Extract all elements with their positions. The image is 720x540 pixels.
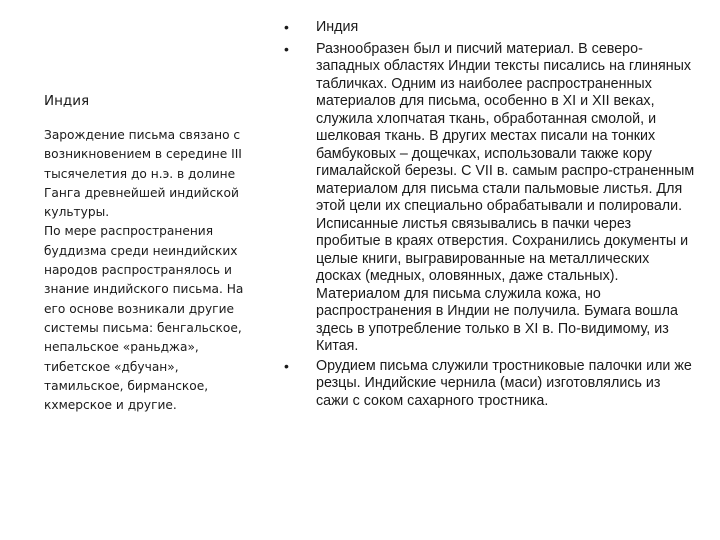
bullet-icon: • — [284, 19, 289, 35]
left-paragraph-1: Зарождение письма связано с возникновением в середине III тысячелетия до н.э. в долине Ганга древнейшей индийской культуры. — [44, 128, 242, 220]
right-column — [276, 19, 696, 410]
left-column — [44, 92, 259, 415]
left-title: Индия — [44, 93, 90, 109]
bullet-item-2 — [276, 41, 696, 356]
bullet-text-3: Орудием письма служили тростниковые палочки или же резцы. Индийские чернила (маси) изготовлялись из сажи с соком сахарного тростника. — [316, 357, 692, 409]
bullet-icon: • — [284, 40, 289, 57]
left-paragraph-2: По мере распространения буддизма среди неиндийских народов распространялось и знание индийского письма. На его основе возникали другие системы письма: бенгальское, непальское «раньджа», тибетское «дбучан», тамильское, бирманское, кхмерское и другие. — [44, 224, 244, 413]
bullet-text-2: Разнообразен был и писчий материал. В северо-западных областях Индии тексты писались на глиняных табличках. Одним из наиболее распространенных материалов для письма, особенно в XI и XII веках, служила хлопчатая ткань, обработанная смолой, и шелковая ткань. В других местах писали на тонких бамбуковых – дощечках, использовали также кору гималайской березы. С VII в. самым распро-страненным материалом для письма стали пальмовые листья. Для этой цели их специально обрабатывали и полировали. Исписанные листья связывались в пачки через пробитые в краях отверстия. Сохранились документы и целые книги, выгравированные на металлических досках (медных, оловянных, даже стальных). Материалом для письма служила кожа, но распространения в Индии не получила. Бумага вошла здесь в употребление только в XI в. По-видимому, из Китая. — [316, 40, 695, 354]
bullet-item-3 — [276, 358, 696, 411]
bullet-item-1 — [276, 19, 696, 37]
bullet-icon: • — [284, 357, 289, 374]
bullet-text-1: Индия — [316, 19, 359, 35]
